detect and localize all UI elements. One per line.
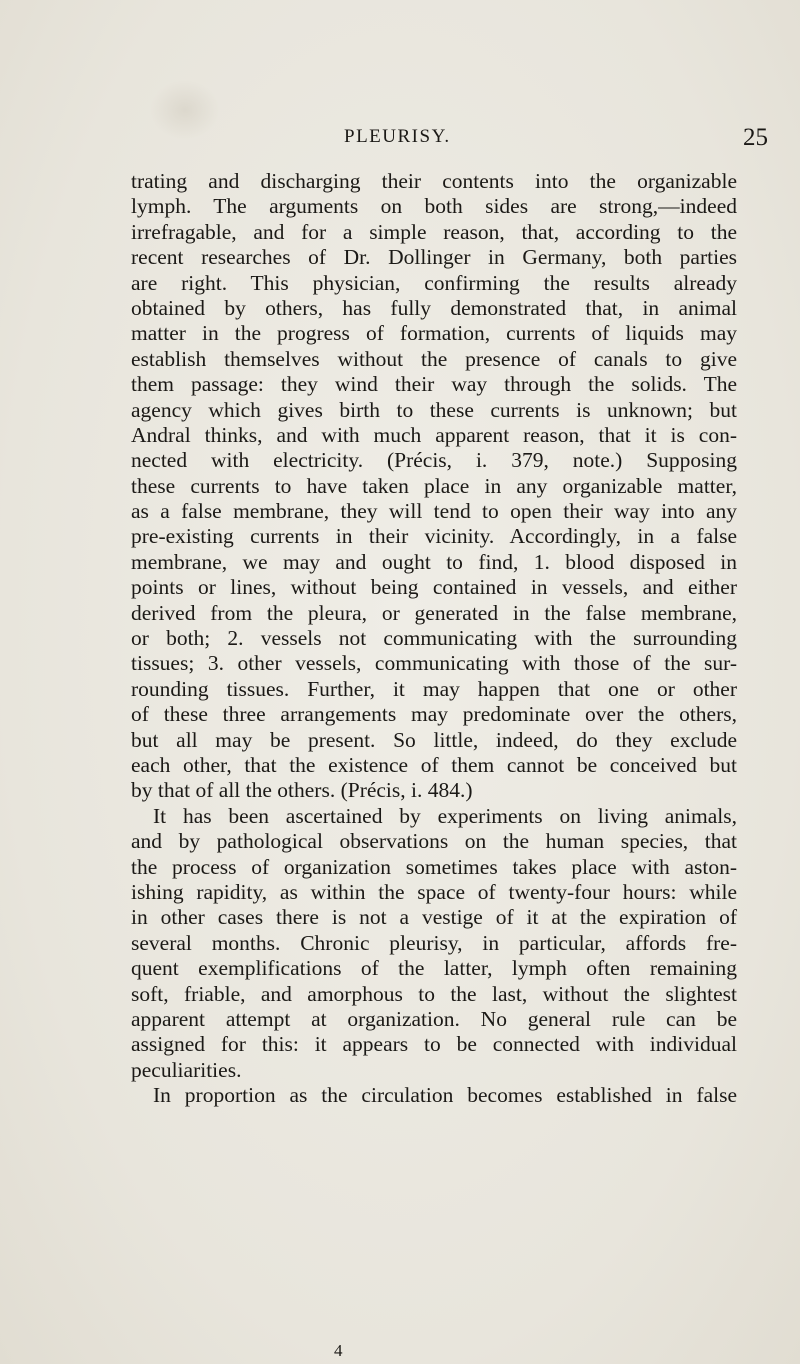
text-line: rounding tissues. Further, it may happen that one or other — [131, 676, 737, 701]
text-line: the process of organization sometimes takes place with aston- — [131, 854, 737, 879]
body-text — [131, 169, 737, 1108]
text-line: recent researches of Dr. Dollinger in Germany, both parties — [131, 245, 737, 270]
text-line: or both; 2. vessels not communicating with the surrounding — [131, 626, 737, 651]
page-number: 25 — [743, 124, 768, 151]
text-line: apparent attempt at organization. No general rule can be — [131, 1006, 737, 1031]
text-line: membrane, we may and ought to find, 1. blood disposed in — [131, 549, 737, 574]
text-line: are right. This physician, confirming the results already — [131, 270, 737, 295]
text-line: these currents to have taken place in any organizable matter, — [131, 473, 737, 498]
text-line-paragraph-end: by that of all the others. (Précis, i. 484.) — [131, 778, 473, 803]
text-line: pre-existing currents in their vicinity. Accordingly, in a false — [131, 524, 737, 549]
text-line: nected with electricity. (Précis, i. 379, note.) Supposing — [131, 448, 737, 473]
text-line: matter in the progress of formation, currents of liquids may — [131, 321, 737, 346]
text-line: them passage: they wind their way through the solids. The — [131, 372, 737, 397]
text-line: but all may be present. So little, indeed, do they exclude — [131, 727, 737, 752]
text-line: lymph. The arguments on both sides are strong,—indeed — [131, 194, 737, 219]
text-line: several months. Chronic pleurisy, in particular, affords fre- — [131, 930, 737, 955]
text-line: soft, friable, and amorphous to the last, without the slightest — [131, 981, 737, 1006]
text-line: Andral thinks, and with much apparent reason, that it is con- — [131, 422, 737, 447]
text-line: derived from the pleura, or generated in the false membrane, — [131, 600, 737, 625]
text-line: in other cases there is not a vestige of it at the expiration of — [131, 905, 737, 930]
signature-mark: 4 — [334, 1341, 343, 1360]
text-line: and by pathological observations on the human species, that — [131, 829, 737, 854]
text-line: agency which gives birth to these currents is unknown; but — [131, 397, 737, 422]
text-line: as a false membrane, they will tend to open their way into any — [131, 499, 737, 524]
running-title: PLEURISY. — [344, 126, 451, 147]
running-head — [0, 126, 800, 160]
text-line: obtained by others, has fully demonstrated that, in animal — [131, 295, 737, 320]
text-line: establish themselves without the presence of canals to give — [131, 346, 737, 371]
text-line: assigned for this: it appears to be connected with individual — [131, 1032, 737, 1057]
text-line: each other, that the existence of them cannot be conceived but — [131, 752, 737, 777]
text-line-paragraph-start: In proportion as the circulation becomes established in false — [153, 1083, 737, 1108]
text-line: quent exemplifications of the latter, lymph often remaining — [131, 956, 737, 981]
text-line: tissues; 3. other vessels, communicating with those of the sur- — [131, 651, 737, 676]
text-line-paragraph-start: It has been ascertained by experiments on living animals, — [153, 803, 737, 828]
text-line-paragraph-end: peculiarities. — [131, 1057, 242, 1082]
text-line: ishing rapidity, as within the space of twenty-four hours: while — [131, 879, 737, 904]
text-line: irrefragable, and for a simple reason, that, according to the — [131, 219, 737, 244]
text-line: trating and discharging their contents into the organizable — [131, 169, 737, 193]
text-line: points or lines, without being contained in vessels, and either — [131, 575, 737, 600]
text-line: of these three arrangements may predominate over the others, — [131, 702, 737, 727]
